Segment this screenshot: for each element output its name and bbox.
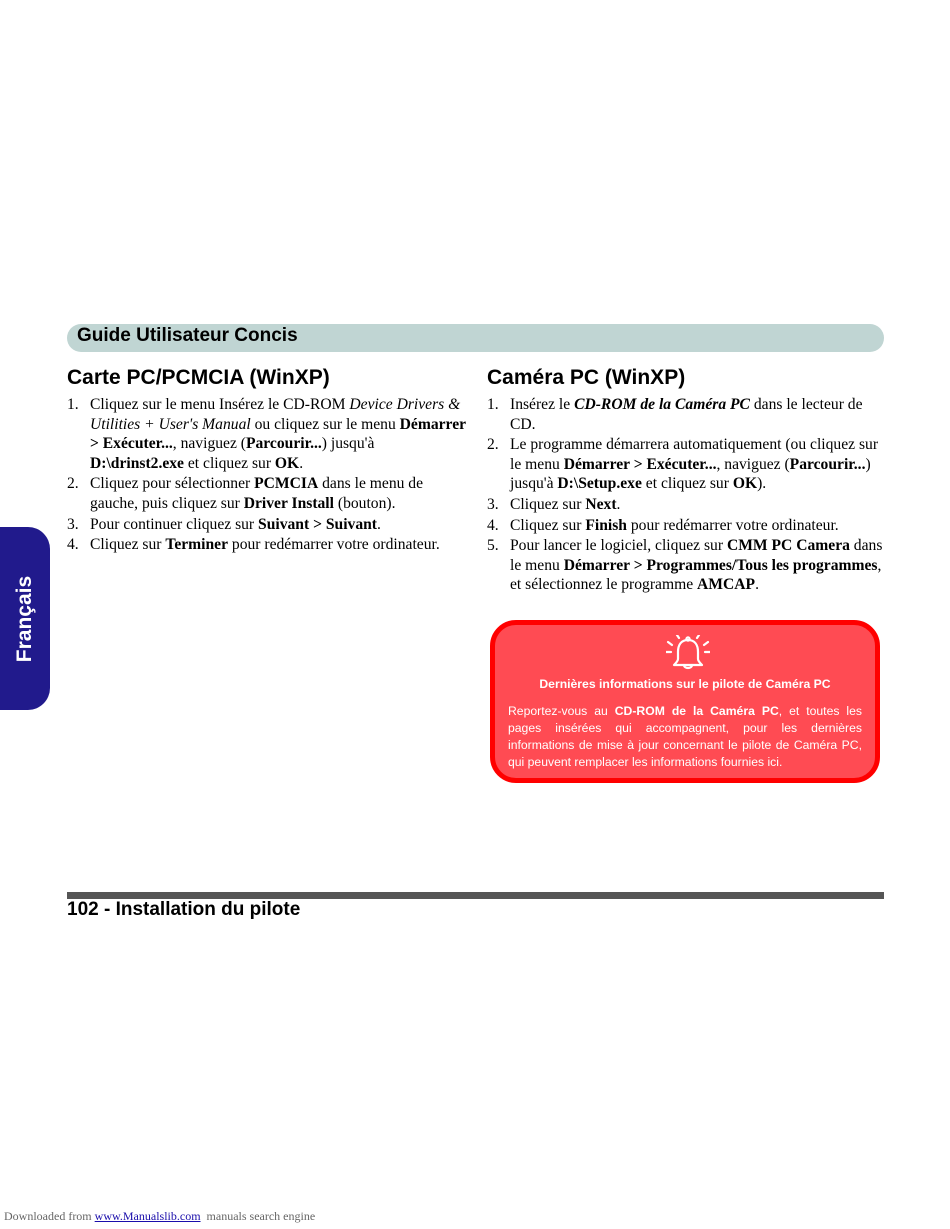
download-suffix: manuals search engine [200,1209,316,1223]
download-attribution [4,1209,315,1224]
step-text-bold: Démarrer > Exécuter... [90,415,466,453]
note-body-text: Reportez-vous au [508,704,615,718]
step-text-bold: OK [732,475,758,493]
step-number: 4. [67,536,79,554]
step-text: . [755,576,759,594]
list-item [487,495,887,515]
step-text: pour redémarrer votre ordinateur. [228,536,440,554]
step-text: Cliquez sur [90,536,166,554]
list-item [487,536,887,595]
step-text: dans le menu [510,537,883,574]
step-text: , naviguez ( [172,435,246,453]
step-text-bold: CMM PC Camera [726,537,850,555]
left-column [67,363,467,556]
pcmcia-section-title: Carte PC/PCMCIA (WinXP) [67,366,330,389]
step-number: 2. [487,436,499,454]
step-text: et cliquez sur [641,475,733,493]
step-text-bold: Démarrer > Exécuter... [563,455,717,473]
step-text: pour redémarrer votre ordinateur. [626,516,839,534]
download-prefix: Downloaded from [4,1209,95,1223]
step-number: 3. [67,515,79,533]
step-text: Insérez le [510,396,575,413]
step-text: Le programme démarrera automatiquement (ou cliquez sur le menu [510,436,879,473]
step-text: . [616,495,621,513]
list-item [67,515,467,535]
step-number: 1. [67,396,79,413]
step-text: Cliquez sur [510,516,586,534]
step-text-bold: Démarrer > Programmes/Tous les programmes [563,556,878,574]
step-text-bold: D:\drinst2.exe [90,454,184,472]
pcmcia-steps-list [67,395,467,555]
step-text-bold: Driver Install [243,494,334,512]
note-title: Dernières informations sur le pilote de Caméra PC [539,677,831,691]
step-text: Pour continuer cliquez sur [90,515,259,533]
step-text-bold: Terminer [165,536,229,554]
driver-info-note-box [490,620,880,783]
step-text: Pour lancer le logiciel, cliquez sur [510,537,727,555]
step-text: Cliquez sur [510,495,586,513]
list-item [487,395,887,434]
step-text: ) jusqu'à [510,455,871,493]
step-text: dans le menu de gauche, puis cliquez sur [90,475,424,512]
step-text-bold: Suivant > Suivant [258,515,377,533]
step-text-bold: Parcourir... [789,455,866,473]
language-side-tab-label: Français [13,575,36,662]
step-text-bold-italic: CD-ROM de la Caméra PC [574,396,750,413]
step-text-italic: Device Drivers & Utilities + User's Manual [90,396,461,433]
manualslib-link[interactable]: www.Manualslib.com [94,1209,201,1223]
step-number: 2. [67,475,79,493]
step-text-bold: Next [585,495,617,513]
step-text: . [299,454,304,472]
step-text: ). [757,475,767,493]
camera-steps-list [487,395,887,595]
step-text: (bouton). [333,494,396,512]
list-item [67,474,467,513]
step-text: , et sélectionnez le programme [510,556,882,594]
right-column [487,363,887,596]
step-text-bold: Finish [585,516,627,534]
step-number: 4. [487,516,499,534]
step-text-bold: AMCAP [697,576,756,594]
list-item [67,395,467,473]
header-title: Guide Utilisateur Concis [77,325,298,346]
step-number: 1. [487,396,499,413]
step-number: 5. [487,537,499,555]
step-text: . [377,515,381,533]
note-body-bold: CD-ROM de la Caméra PC [614,704,779,718]
camera-section-title: Caméra PC (WinXP) [487,366,686,389]
step-text: ou cliquez sur le menu [250,415,400,433]
list-item [487,435,887,494]
step-text-bold: D:\Setup.exe [557,475,642,493]
list-item [487,516,887,536]
list-item [67,535,467,555]
step-number: 3. [487,495,499,513]
step-text-bold: PCMCIA [254,475,319,493]
language-side-tab [0,527,50,710]
footer-rule [67,892,884,899]
header-bar [67,324,884,352]
note-body [508,703,862,771]
step-text: dans le lecteur de CD. [510,396,863,433]
step-text-bold: OK [274,454,300,472]
footer-page-label: 102 - Installation du pilote [67,899,301,920]
bell-alert-icon [666,635,710,673]
step-text: , naviguez ( [716,455,790,473]
step-text: Cliquez sur le menu Insérez le CD-ROM [90,396,350,413]
step-text-bold: Parcourir... [245,435,322,453]
note-body-text: , et toutes les pages insérées qui accompagnent, pour les dernières informations de mise à jour concernant le pilote de Caméra PC, qui peuvent remplacer les informations fournies ici. [508,704,862,769]
step-text: ) jusqu'à [321,435,375,453]
step-text: et cliquez sur [183,454,275,472]
step-text: Cliquez pour sélectionner [90,475,255,493]
